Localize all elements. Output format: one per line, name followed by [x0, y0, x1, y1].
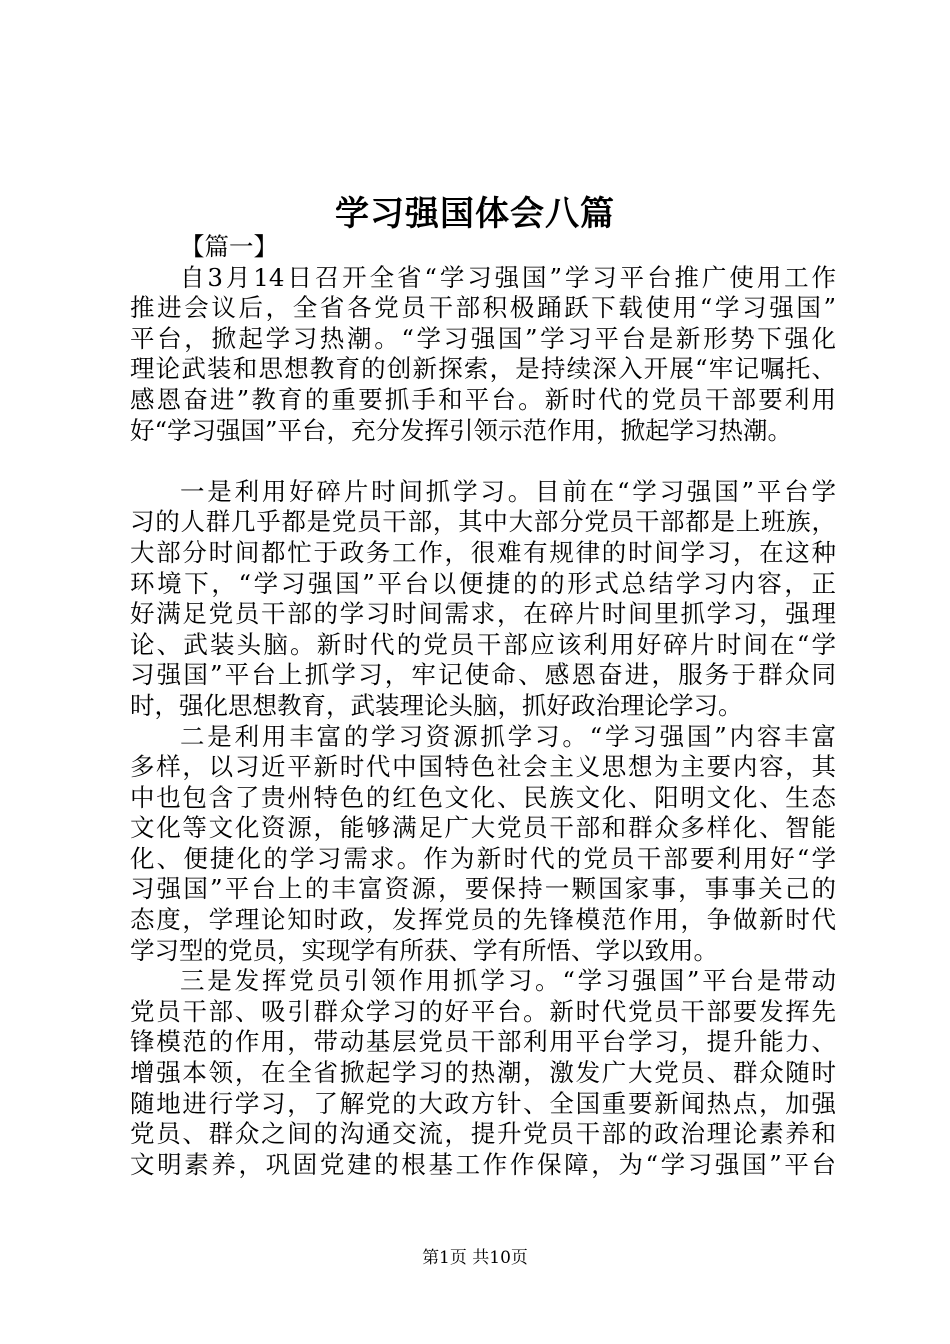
- text-line: 中也包含了贵州特色的红色文化、民族文化、阳明文化、生态: [130, 782, 836, 812]
- text-line: 大部分时间都忙于政务工作，很难有规律的时间学习，在这种: [130, 537, 836, 567]
- document-body: [130, 232, 836, 1180]
- page-footer: 第1页 共10页: [422, 1248, 528, 1268]
- text-line: 态度，学理论知时政，发挥党员的先锋模范作用，争做新时代: [130, 905, 836, 935]
- section-label: 【篇一】: [180, 232, 278, 261]
- text-line: 好满足党员干部的学习时间需求，在碎片时间里抓学习，强理: [130, 599, 836, 629]
- text-line: 化、便捷化的学习需求。作为新时代的党员干部要利用好“学: [130, 843, 836, 873]
- text-line: 习强国”平台上的丰富资源，要保持一颗国家事，事事关己的: [130, 874, 836, 904]
- text-line: 推进会议后，全省各党员干部积极踊跃下载使用“学习强国”: [130, 293, 836, 323]
- text-line: 三是发挥党员引领作用抓学习。“学习强国”平台是带动: [180, 966, 836, 996]
- text-line: 学习型的党员，实现学有所获、学有所悟、学以致用。: [130, 935, 718, 965]
- text-line: 文明素养，巩固党建的根基工作作保障，为“学习强国”平台: [130, 1149, 836, 1179]
- text-line: 习的人群几乎都是党员干部，其中大部分党员干部都是上班族，: [130, 507, 836, 537]
- text-line: 时，强化思想教育，武装理论头脑，抓好政治理论学习。: [130, 690, 743, 720]
- paragraph: [130, 263, 836, 447]
- text-line: 论、武装头脑。新时代的党员干部应该利用好碎片时间在“学: [130, 629, 836, 659]
- paragraph: [130, 966, 836, 1180]
- text-line: 感恩奋进”教育的重要抓手和平台。新时代的党员干部要利用: [130, 384, 836, 414]
- text-line: 好“学习强国”平台，充分发挥引领示范作用，掀起学习热潮。: [130, 415, 793, 445]
- text-line: 文化等文化资源，能够满足广大党员干部和群众多样化、智能: [130, 813, 836, 843]
- paragraph: [130, 477, 836, 722]
- text-line: 党员、群众之间的沟通交流，提升党员干部的政治理论素养和: [130, 1119, 836, 1149]
- text-line: 锋模范的作用，带动基层党员干部利用平台学习，提升能力、: [130, 1027, 836, 1057]
- text-line: 自3月14日召开全省“学习强国”学习平台推广使用工作: [180, 262, 836, 292]
- text-line: 一是利用好碎片时间抓学习。目前在“学习强国”平台学: [180, 476, 836, 506]
- paragraph-spacer: [130, 446, 836, 477]
- text-line: 平台，掀起学习热潮。“学习强国”学习平台是新形势下强化: [130, 323, 836, 353]
- text-line: 二是利用丰富的学习资源抓学习。“学习强国”内容丰富: [180, 721, 836, 751]
- document-title: 学习强国体会八篇: [335, 194, 615, 234]
- text-line: 理论武装和思想教育的创新探索，是持续深入开展“牢记嘱托、: [130, 354, 836, 384]
- text-line: 随地进行学习，了解党的大政方针、全国重要新闻热点，加强: [130, 1088, 836, 1118]
- text-line: 多样，以习近平新时代中国特色社会主义思想为主要内容，其: [130, 752, 836, 782]
- text-line: 党员干部、吸引群众学习的好平台。新时代党员干部要发挥先: [130, 996, 836, 1026]
- text-line: 增强本领，在全省掀起学习的热潮，激发广大党员、群众随时: [130, 1058, 836, 1088]
- paragraph: [130, 722, 836, 967]
- text-line: 环境下，“学习强国”平台以便捷的的形式总结学习内容，正: [130, 568, 836, 598]
- text-line: 习强国”平台上抓学习，牢记使命、感恩奋进，服务于群众同: [130, 660, 836, 690]
